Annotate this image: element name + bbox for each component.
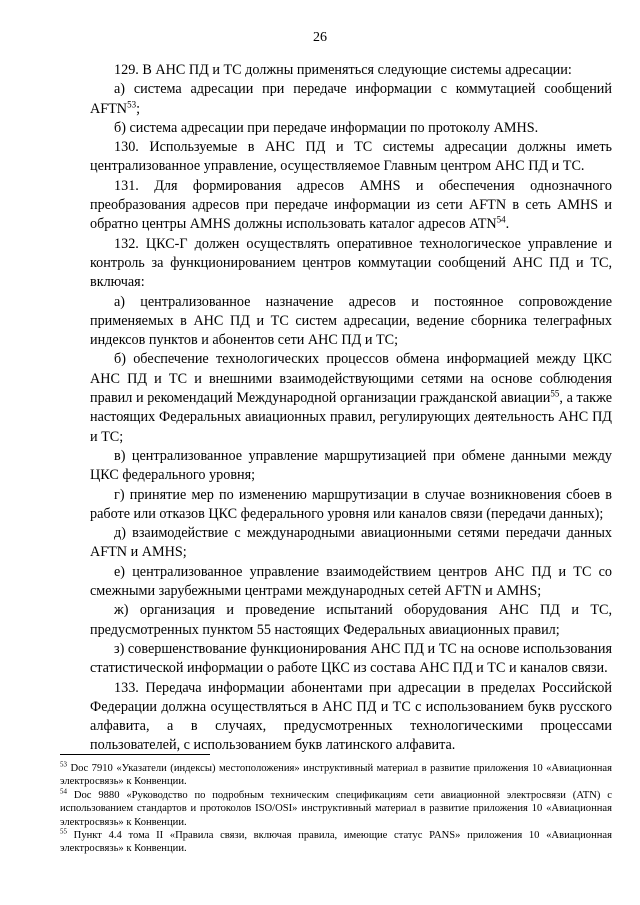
paragraph-132-a: а) централизованное назначение адресов и постоянное сопровождение применяемых в АНС ПД и ТС систем адресации, ведение сборника телеграфных индексов пунктов и абонентов сети АНС ПД и ТС; xyxy=(90,293,612,349)
paragraph-131: 131. Для формирования адресов AMHS и обеспечения однозначного преобразования адресов при передаче информации из сети AFTN в сеть AMHS и обратно центры AMHS должны использовать каталог адресов ATN$^{54}$. xyxy=(90,177,612,233)
paragraph-132-f: е) централизованное управление взаимодействием центров АНС ПД и ТС со смежными зарубежными центрами международных сетей AFTN и AMHS; xyxy=(90,563,612,600)
footnote-ref-53[interactable]: 53 xyxy=(127,98,137,109)
paragraph-132: 132. ЦКС-Г должен осуществлять оперативное технологическое управление и контроль за функционированием центров коммутации сообщений АНС ПД и ТС, включая: xyxy=(90,235,612,291)
paragraph-132-d: г) принятие мер по изменению маршрутизации в случае возникновения сбоев в работе или отказов ЦКС федерального уровня или каналов связи (передачи данных); xyxy=(90,486,612,522)
footnote-separator xyxy=(60,754,210,755)
paragraph-132-g: ж) организация и проведение испытаний оборудования АНС ПД и ТС, предусмотренных пунктом 55 настоящих Федеральных авиационных правил; xyxy=(90,602,612,638)
paragraph-129-a: а) система адресации при передаче информации с коммутацией сообщений AFTN$^{53}$; xyxy=(90,81,612,117)
paragraph-132-c: в) централизованное управление маршрутизацией при обмене данными между ЦКС федерального уровня; xyxy=(90,447,612,484)
footnote-55: $^{55}$ Пункт 4.4 тома II «Правила связи, включая правила, имеющие статус PANS» приложения 10 «Авиационная электросвязь» к Конвенции. xyxy=(60,827,612,855)
paragraph-132-e: д) взаимодействие с международными авиационными сетями передачи данных AFTN и AMHS; xyxy=(90,525,612,561)
paragraph-130: 130. Используемые в АНС ПД и ТС системы адресации должны иметь централизованное управление, осуществляемое Главным центром АНС ПД и ТС. xyxy=(90,139,612,175)
paragraph-129: 129. В АНС ПД и ТС должны применяться следующие системы адресации: xyxy=(114,62,572,78)
footnote-53: $^{53}$ Doc 7910 «Указатели (индексы) местоположения» инструктивный материал в развитие приложения 10 «Авиационная электросвязь» к Конвенции. xyxy=(60,760,612,788)
footnotes xyxy=(60,762,612,856)
footnote-54: $^{54}$ Doc 9880 «Руководство по подробным техническим спецификациям сети авиационной электросвязи (ATN) с использованием стандартов и протоколов ISO/OSI» инструктивный материал в развитие приложения 10 «Авиационная электросвязь» к Конвенции. xyxy=(60,787,612,828)
document-body xyxy=(90,61,612,756)
paragraph-133: 133. Передача информации абонентами при адресации в пределах Российской Федерации должна осуществляться в АНС ПД и ТС с использованием букв русского алфавита, а в случаях, предусмотренных технологическими процессами пользователей, с использованием букв латинского алфавита. xyxy=(90,679,612,754)
paragraph-129-b: б) система адресации при передаче информации по протоколу AMHS. xyxy=(114,119,539,136)
footnote-ref-55[interactable]: 55 xyxy=(550,388,560,399)
paragraph-132-b: б) обеспечение технологических процессов обмена информацией между ЦКС АНС ПД и ТС и внешними взаимодействующими сетями на основе соблюдения правил и рекомендаций Международной организации гражданской авиации$^{55}$, а также настоящих Федеральных авиационных правил, регулирующих деятельность АНС ПД и ТС; xyxy=(90,351,612,445)
footnote-ref-54[interactable]: 54 xyxy=(496,214,506,225)
page-number: 26 xyxy=(313,30,327,45)
paragraph-132-h: з) совершенствование функционирования АНС ПД и ТС на основе использования статистической информации о работе ЦКС из состава АНС ПД и ТС и каналов связи. xyxy=(90,640,612,677)
